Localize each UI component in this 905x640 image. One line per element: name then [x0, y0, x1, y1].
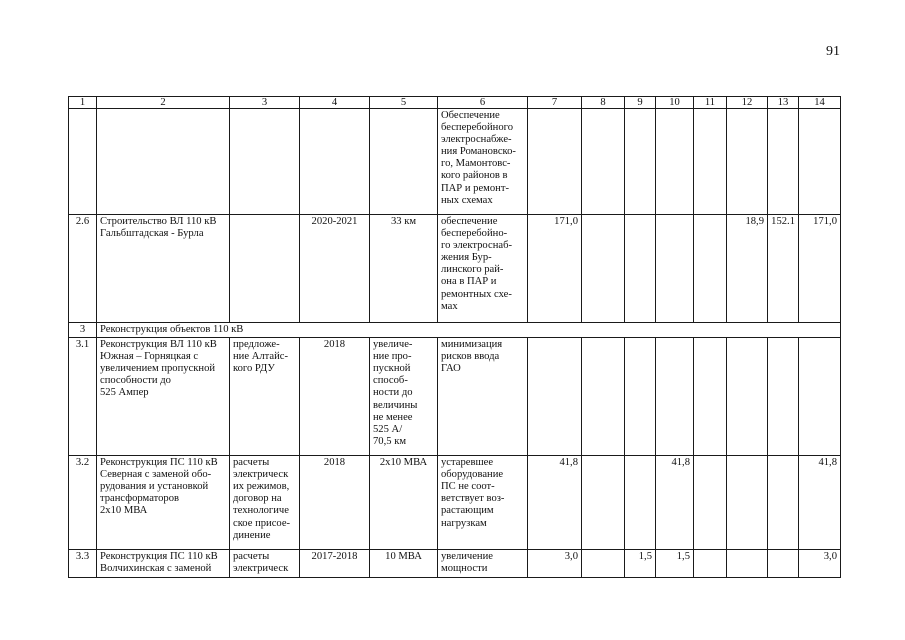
item-capacity: 33 км [370, 215, 438, 323]
value-cell [625, 215, 656, 323]
value-cell [656, 338, 694, 456]
value-cell: 171,0 [799, 215, 841, 323]
value-cell: 41,8 [528, 456, 582, 550]
value-cell [582, 456, 625, 550]
table-row [69, 215, 841, 323]
column-header: 12 [727, 97, 768, 109]
column-header: 4 [300, 97, 370, 109]
item-years: 2017-2018 [300, 550, 370, 578]
column-header: 14 [799, 97, 841, 109]
column-header: 7 [528, 97, 582, 109]
table-row [69, 456, 841, 550]
section-title: Реконструкция объектов 110 кВ [97, 323, 841, 338]
item-name: Строительство ВЛ 110 кВ Гальбштадская - Бурла [97, 215, 230, 323]
item-number: 3.1 [69, 338, 97, 456]
item-basis [230, 215, 300, 323]
item-purpose: увеличение мощности [438, 550, 528, 578]
value-cell: 41,8 [656, 456, 694, 550]
item-years: 2020-2021 [300, 215, 370, 323]
section-row [69, 323, 841, 338]
value-cell [768, 456, 799, 550]
value-cell: 171,0 [528, 215, 582, 323]
item-number: 2.6 [69, 215, 97, 323]
table-row [69, 550, 841, 578]
column-header: 10 [656, 97, 694, 109]
item-capacity: 10 МВА [370, 550, 438, 578]
table-row [69, 338, 841, 456]
column-header: 5 [370, 97, 438, 109]
column-header: 11 [694, 97, 727, 109]
column-header: 6 [438, 97, 528, 109]
column-header: 8 [582, 97, 625, 109]
value-cell: 3,0 [799, 550, 841, 578]
value-cell [694, 338, 727, 456]
value-cell: 1,5 [625, 550, 656, 578]
column-number-row [69, 97, 841, 109]
value-cell [582, 550, 625, 578]
column-header: 9 [625, 97, 656, 109]
value-cell [528, 338, 582, 456]
page-number: 91 [826, 44, 840, 59]
value-cell: 152.1 [768, 215, 799, 323]
value-cell [727, 550, 768, 578]
value-cell [625, 338, 656, 456]
value-cell [582, 338, 625, 456]
value-cell [656, 215, 694, 323]
value-cell: 18,9 [727, 215, 768, 323]
item-basis: расчеты электрическ [230, 550, 300, 578]
item-number: 3.3 [69, 550, 97, 578]
column-header: 1 [69, 97, 97, 109]
table-row-continuation [69, 109, 841, 215]
item-purpose: минимизация рисков ввода ГАО [438, 338, 528, 456]
section-number: 3 [69, 323, 97, 338]
value-cell: 3,0 [528, 550, 582, 578]
item-basis: предложе- ние Алтайс- кого РДУ [230, 338, 300, 456]
value-cell [799, 338, 841, 456]
column-header: 2 [97, 97, 230, 109]
item-name: Реконструкция ПС 110 кВ Северная с заменой обо- рудования и установкой трансформаторов 2х10 МВА [97, 456, 230, 550]
value-cell [582, 215, 625, 323]
value-cell [727, 338, 768, 456]
item-capacity: 2х10 МВА [370, 456, 438, 550]
value-cell [694, 550, 727, 578]
purpose-cell: Обеспечение бесперебойного электроснабже- ния Романовско- го, Мамонтовс- кого районов в ПАР и ремонт- ных схемах [438, 109, 528, 215]
value-cell [768, 338, 799, 456]
item-years: 2018 [300, 456, 370, 550]
value-cell [727, 456, 768, 550]
item-purpose: устаревшее оборудование ПС не соот- ветствует воз- растающим нагрузкам [438, 456, 528, 550]
item-capacity: увеличе- ние про- пускной способ- ности до величины не менее 525 А/ 70,5 км [370, 338, 438, 456]
value-cell [768, 550, 799, 578]
item-name: Реконструкция ВЛ 110 кВ Южная – Горняцкая с увеличением пропускной способности до 525 Ампер [97, 338, 230, 456]
item-purpose: обеспечение бесперебойно- го электроснаб- жения Бур- линского рай- она в ПАР и ремонтных схе- мах [438, 215, 528, 323]
item-name: Реконструкция ПС 110 кВ Волчихинская с заменой [97, 550, 230, 578]
value-cell: 41,8 [799, 456, 841, 550]
item-basis: расчеты электрическ их режимов, договор на технологиче ское присое- динение [230, 456, 300, 550]
investment-program-table [68, 96, 841, 578]
column-header: 13 [768, 97, 799, 109]
value-cell [625, 456, 656, 550]
item-number: 3.2 [69, 456, 97, 550]
value-cell [694, 456, 727, 550]
item-years: 2018 [300, 338, 370, 456]
value-cell: 1,5 [656, 550, 694, 578]
column-header: 3 [230, 97, 300, 109]
value-cell [694, 215, 727, 323]
